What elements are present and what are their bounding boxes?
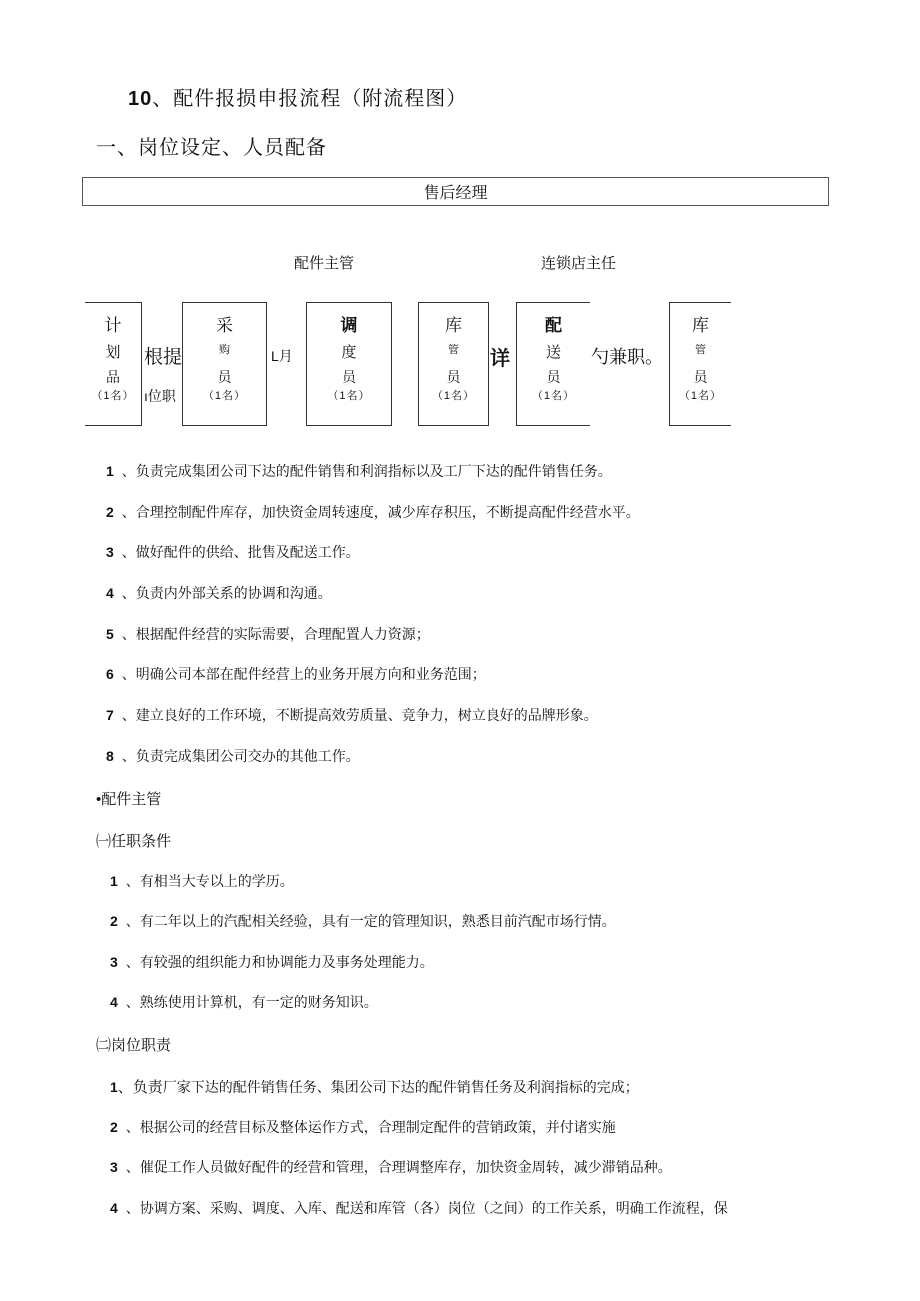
list-item: 3 、有较强的组织能力和协调能力及事务处理能力。: [110, 954, 434, 971]
fragment-text: 详: [490, 346, 510, 370]
role-char-2: 购: [219, 344, 230, 356]
list-item: 3 、催促工作人员做好配件的经营和管理，合理调整库存，加快资金周转，减少滞销品种。: [110, 1159, 672, 1176]
role-box-planner: [85, 302, 142, 426]
list-item: 4 、负责内外部关系的协调和沟通。: [106, 585, 332, 602]
role-char-3: 员: [342, 369, 356, 385]
role-box-purchaser: [182, 302, 267, 426]
role-char-2: 管: [695, 344, 706, 356]
duty-heading: ㈡岗位职责: [96, 1037, 172, 1054]
list-item: 6 、明确公司本部在配件经营上的业务开展方向和业务范围；: [106, 666, 486, 683]
role-char-1: 计: [104, 316, 122, 335]
qualification-heading: ㈠任职条件: [96, 833, 172, 850]
list-item: 4 、熟练使用计算机，有一定的财务知识。: [110, 994, 378, 1011]
role-char-1: 库: [445, 316, 462, 335]
list-item: 3 、做好配件的供给、批售及配送工作。: [106, 544, 360, 561]
title-number: 10: [128, 88, 153, 110]
role-char-3: 员: [446, 369, 461, 385]
org-sub-left: 配件主管: [294, 255, 355, 272]
role-char-1: 配: [545, 316, 562, 335]
role-char-3: 员: [217, 369, 232, 385]
role-char-1: 采: [216, 316, 233, 335]
role-count: （1名）: [202, 390, 247, 402]
role-char-3: 品: [106, 369, 120, 385]
role-box-dispatcher: [306, 302, 392, 426]
fragment-text: 勺兼职。: [591, 347, 663, 368]
role-count: （1名）: [431, 390, 476, 402]
role-count: （1名）: [531, 390, 576, 402]
list-item: 2 、合理控制配件库存，加快资金周转速度，减少库存积压，不断提高配件经营水平。: [106, 504, 640, 521]
role-count: （1名）: [91, 390, 135, 402]
subsection-heading: •配件主管: [96, 791, 162, 808]
list-item: 8 、负责完成集团公司交办的其他工作。: [106, 748, 360, 765]
role-box-warehouse-keeper-2: [669, 302, 731, 426]
list-item: 2 、根据公司的经营目标及整体运作方式，合理制定配件的营销政策，并付诸实施: [110, 1119, 616, 1136]
org-top-box: [82, 177, 829, 206]
role-char-2: 送: [545, 344, 561, 361]
title-text: 、配件报损申报流程（附流程图）: [152, 86, 468, 110]
role-char-2: 度: [341, 344, 357, 361]
org-sub-right: 连锁店主任: [541, 255, 617, 272]
role-box-warehouse-keeper: [418, 302, 489, 426]
role-char-2: 划: [105, 344, 121, 361]
role-count: （1名）: [678, 390, 723, 402]
list-item: 1 、有相当大专以上的学历。: [110, 873, 294, 890]
fragment-text: L月: [271, 348, 293, 364]
list-item: 1 、负责完成集团公司下达的配件销售和利润指标以及工厂下达的配件销售任务。: [106, 463, 612, 480]
org-top-label: 售后经理: [423, 185, 488, 202]
list-item: 5 、根据配件经营的实际需要，合理配置人力资源；: [106, 626, 430, 643]
role-char-1: 调: [340, 316, 358, 335]
role-char-2: 管: [448, 344, 459, 356]
role-char-1: 库: [692, 316, 709, 335]
document-title: [128, 82, 467, 111]
role-box-delivery: [516, 302, 590, 426]
role-count: （1名）: [327, 390, 371, 402]
fragment-text: ı位职: [144, 388, 176, 404]
list-item: 4 、协调方案、采购、调度、入库、配送和库管（各）岗位（之间）的工作关系，明确工作流程，保: [110, 1200, 728, 1217]
list-item: 2 、有二年以上的汽配相关经验，具有一定的管理知识，熟悉目前汽配市场行情。: [110, 913, 616, 930]
fragment-text: 根提: [144, 346, 183, 368]
role-char-3: 员: [546, 369, 561, 385]
section-heading: 一、岗位设定、人员配备: [96, 135, 327, 159]
role-char-3: 员: [693, 369, 708, 385]
list-item: 7 、建立良好的工作环境，不断提高效劳质量、竞争力，树立良好的品牌形象。: [106, 707, 598, 724]
list-item: 1、负责厂家下达的配件销售任务、集团公司下达的配件销售任务及利润指标的完成；: [110, 1079, 639, 1096]
